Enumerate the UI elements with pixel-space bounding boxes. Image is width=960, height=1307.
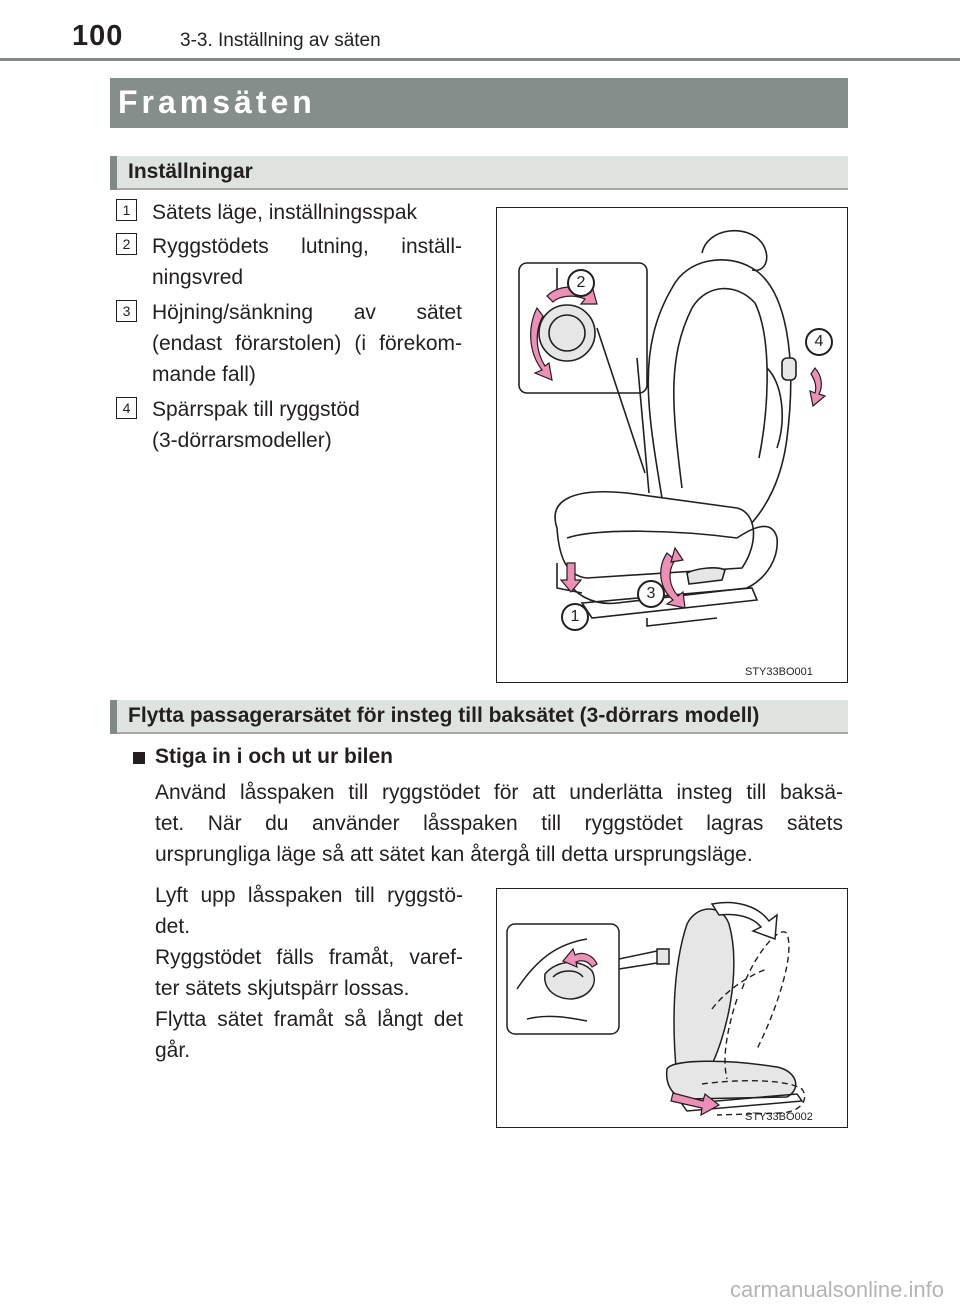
seat-illustration: [497, 208, 847, 682]
item-text-1: [152, 197, 462, 228]
title-band: [110, 78, 848, 128]
steps-line-5: Flytta sätet framåt så långt det: [155, 1008, 463, 1031]
watermark: carmanualsonline.info: [729, 1277, 944, 1302]
steps-line-2: det.: [155, 915, 191, 938]
item-2-line-1: Ryggstödets lutning, inställ-: [152, 235, 462, 258]
header-rule: [0, 58, 960, 61]
para-line-2: tet. När du använder låsspaken till ryggstödet lagras sätets: [155, 812, 843, 835]
item-3-line-1: Höjning/sänkning av sätet: [152, 301, 462, 324]
section-heading-bar: [110, 156, 117, 190]
page-title: Framsäten: [118, 84, 316, 120]
item-3-line-3: mande fall): [152, 363, 256, 386]
item-text-4: [152, 394, 462, 456]
callout-3: 3: [637, 580, 665, 608]
callout-4: 4: [805, 328, 833, 356]
figure-code-2: STY33BO002: [745, 1111, 813, 1123]
steps-line-6: går.: [155, 1039, 191, 1062]
item-2-line-2: ningsvred: [152, 266, 244, 289]
item-number-1: 1: [116, 199, 137, 221]
paragraph-lock-lever: [155, 777, 843, 870]
seat-fold-illustration: [497, 889, 847, 1127]
subheading: Stiga in i och ut ur bilen: [155, 745, 394, 768]
item-text-3: [152, 297, 462, 390]
item-4-line-2: (3-dörrarsmodeller): [152, 429, 332, 452]
steps-line-1: Lyft upp låsspaken till ryggstö-: [155, 884, 463, 907]
figure-code-1: STY33BO001: [745, 666, 813, 678]
section-heading-text: Inställningar: [128, 160, 253, 183]
steps-line-3: Ryggstödet fälls framåt, varef-: [155, 946, 463, 969]
item-number-2: 2: [116, 233, 137, 255]
bullet-square-icon: [133, 752, 145, 764]
section-heading-bar: [110, 700, 117, 734]
item-number-4: 4: [116, 397, 137, 419]
running-head: 3-3. Inställning av säten: [180, 30, 381, 51]
item-3-line-2: (endast förarstolen) (i förekom-: [152, 332, 462, 355]
figure-seat-adjustment: [496, 207, 848, 683]
page-number: 100: [72, 20, 124, 52]
para-line-1: Använd låsspaken till ryggstödet för att underlätta insteg till baksä-: [155, 781, 843, 804]
item-number-3: 3: [116, 300, 137, 322]
para-line-3: ursprungliga läge så att sätet kan återgå till detta ursprungsläge.: [155, 843, 753, 866]
figure-seat-fold-forward: [496, 888, 848, 1128]
item-1-line: Sätets läge, inställningsspak: [152, 201, 417, 224]
section-heading-settings: [110, 156, 848, 190]
item-text-2: [152, 231, 462, 293]
section-heading-text: Flytta passagerarsätet för insteg till baksätet (3-dörrars modell): [128, 704, 760, 727]
section-heading-passenger-seat: [110, 700, 848, 734]
steps-line-4: ter sätets skjutspärr lossas.: [155, 977, 410, 1000]
item-4-line-1: Spärrspak till ryggstöd: [152, 398, 360, 421]
callout-1: 1: [561, 603, 589, 631]
callout-2: 2: [567, 269, 595, 297]
steps-text: [155, 880, 463, 1066]
